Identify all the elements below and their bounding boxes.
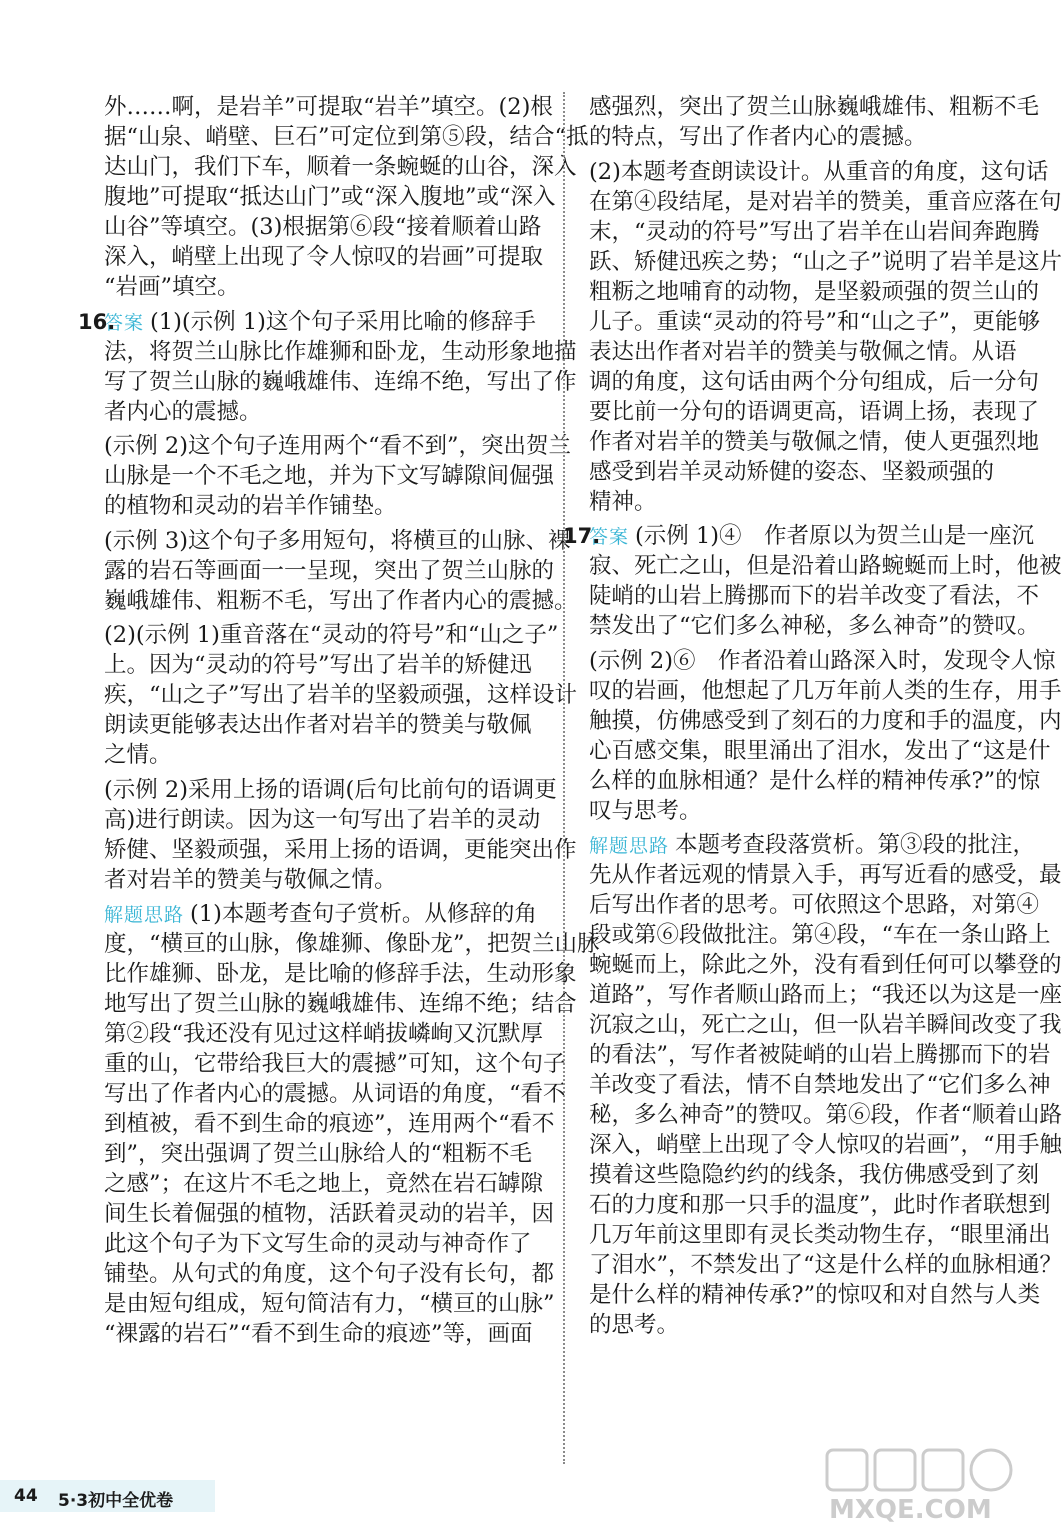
text-line: [104, 1319, 540, 1349]
line-text: 道路”，写作者顺山路而上；“我还以为这是一座: [589, 982, 1062, 1008]
text-line: [104, 122, 589, 152]
line-text: “裸露的岩石”“看不到生命的痕迹”等，画面: [104, 1321, 533, 1347]
line-text: 触摸，仿佛感受到了刻石的力度和手的温度，内: [589, 707, 1062, 734]
line-text: 是由短句组成，短句简洁有力，“横亘的山脉”: [104, 1291, 555, 1317]
line-text: 上。因为“灵动的符号”写出了岩羊的矫健迅: [104, 652, 533, 678]
series-title: 5·3初中全优卷: [58, 1491, 174, 1511]
text-line: [104, 212, 540, 242]
line-text: 间生长着倔强的植物，活跃着灵动的岩羊，因: [104, 1201, 555, 1227]
line-text: 陡峭的山岩上腾挪而下的岩羊改变了看法，不: [589, 583, 1040, 609]
text-line: [104, 710, 540, 740]
page-number: 44: [14, 1486, 38, 1506]
text-line: [104, 367, 577, 397]
line-text: 本题考查段落赏析。第③段的批注，: [675, 832, 1036, 858]
line-text: 么样的血脉相通？是什么样的精神传承?”的惊: [589, 767, 1041, 794]
line-text: 的看法”，写作者被陡峭的山岩上腾挪而下的岩: [589, 1042, 1051, 1068]
line-text: (1)本题考查句子赏析。从修辞的角: [190, 901, 537, 927]
text-line: [589, 860, 1062, 890]
line-text: 作者对岩羊的赞美与敬佩之情，使人更强烈地: [589, 428, 1040, 455]
page-footer: [0, 1480, 215, 1512]
line-text: 几万年前这里即有灵长类动物生存，“眼里涌出: [589, 1222, 1051, 1248]
line-text: 跃、矫健迅疾之势；“山之子”说明了岩羊是这片: [589, 248, 1062, 275]
line-text: 地写出了贺兰山脉的巍峨雄伟、连绵不绝；结合: [104, 991, 577, 1017]
text-line: [104, 740, 540, 770]
line-text: 禁发出了“它们多么神秘，多么神奇”的赞叹。: [589, 613, 1040, 639]
text-line: [589, 1070, 1051, 1100]
column-divider: [563, 92, 565, 1464]
line-text: 的植物和灵动的岩羊作铺垫。: [104, 493, 397, 519]
line-text: 山脉是一个不毛之地，并为下文写罅隙间倔强: [104, 463, 555, 489]
text-line: [104, 1199, 555, 1229]
text-line: [589, 187, 1062, 217]
line-text: 段或第⑥段做批注。第④段，“车在一条山路上: [589, 922, 1051, 948]
question-number: 17.: [563, 524, 601, 548]
text-line: [104, 1049, 566, 1079]
text-line: [589, 427, 1040, 457]
text-line: [589, 766, 1041, 796]
text-line: [104, 1109, 555, 1139]
text-line: [589, 1220, 1051, 1250]
line-text: 法，将贺兰山脉比作雄狮和卧龙，生动形象地描: [104, 338, 577, 365]
line-text: 第②段“我还没有见过这样峭拔嶙峋又沉默厚: [104, 1021, 544, 1047]
text-line: [104, 775, 557, 805]
text-line: [104, 865, 540, 895]
line-text: 了泪水”，不禁发出了“这是什么样的血脉相通？: [589, 1252, 1062, 1278]
text-line: [104, 959, 577, 989]
text-line: [104, 650, 540, 680]
text-line: [104, 431, 572, 461]
text-line: [589, 980, 1062, 1010]
line-text: (2)本题考查朗读设计。从重音的角度，这句话: [589, 158, 1049, 185]
line-text: 调的角度，这句话由两个分句组成，后一分句: [589, 368, 1040, 395]
line-text: 到植被，看不到生命的痕迹”，连用两个“看不: [104, 1111, 555, 1137]
line-text: 粗粝之地哺育的动物，是坚毅顽强的贺兰山的: [589, 278, 1040, 305]
text-line: [104, 337, 577, 367]
text-line: [589, 611, 1040, 641]
line-text: 后写出作者的思考。可依照这个思路，对第④: [589, 892, 1040, 918]
right-column: [563, 92, 1062, 1340]
text-line: [589, 551, 1062, 581]
line-text: 铺垫。从句式的角度，这个句子没有长句，都: [104, 1261, 555, 1287]
text-line: [104, 242, 544, 272]
line-text: 矫健、坚毅顽强，采用上扬的语调，更能突出作: [104, 836, 577, 863]
line-text: 在第④段结尾，是对岩羊的赞美，重音应落在句: [589, 188, 1062, 215]
line-text: 是什么样的精神传承?”的惊叹和对自然与人类: [589, 1282, 1041, 1308]
line-text: 要比前一分句的语调更高，语调上扬，表现了: [589, 398, 1040, 425]
line-text: 巍峨雄伟、粗粝不毛，写出了作者内心的震撼。: [104, 587, 577, 614]
text-line: [104, 929, 600, 959]
text-line: [589, 830, 1036, 860]
line-text: 儿子。重读“灵动的符号”和“山之子”，更能够: [589, 308, 1041, 335]
line-text: 据“山泉、峭壁、巨石”可定位到第⑤段，结合“抵: [104, 124, 589, 150]
line-text: 羊改变了看法，情不自禁地发出了“它们多么神: [589, 1072, 1051, 1098]
text-line: [589, 1250, 1062, 1280]
text-line: [589, 920, 1051, 950]
line-text: 者对岩羊的赞美与敬佩之情。: [104, 866, 397, 893]
text-line: [104, 461, 555, 491]
line-text: 感受到岩羊灵动矫健的姿态、坚毅顽强的: [589, 458, 995, 485]
line-text: 摸着这些隐隐约约的线条，我仿佛感受到了刻: [589, 1162, 1040, 1188]
text-line: [104, 586, 577, 616]
text-line: [104, 556, 555, 586]
text-line: [589, 217, 1040, 247]
text-line: [589, 277, 1040, 307]
text-line: [563, 521, 1035, 551]
text-line: [589, 1130, 1062, 1160]
text-line: [589, 122, 1017, 152]
line-text: 深入，峭壁上出现了令人惊叹的岩画”，“用手触: [589, 1132, 1062, 1158]
text-line: [104, 1019, 544, 1049]
text-line: [104, 1289, 555, 1319]
text-line: [589, 676, 1062, 706]
answer-tag: 解题思路: [589, 835, 670, 857]
answer-tag: 答案: [589, 526, 630, 548]
text-line: [589, 157, 1049, 187]
line-text: 表达出作者对岩羊的赞美与敬佩之情。从语: [589, 338, 1017, 365]
line-text: 腹地”可提取“抵达山门”或“深入腹地”或“深入: [104, 184, 556, 210]
text-line: [104, 620, 559, 650]
text-line: [589, 646, 1056, 676]
line-text: 达山门，我们下车，顺着一条蜿蜒的山谷，深入: [104, 154, 577, 180]
line-text: 的特点，写出了作者内心的震撼。: [589, 124, 927, 150]
text-line: [104, 805, 540, 835]
text-line: [589, 1280, 1041, 1310]
text-line: [589, 1310, 1017, 1340]
text-line: [589, 796, 1017, 826]
text-line: [589, 1010, 1062, 1040]
text-line: [589, 337, 1017, 367]
line-text: 写出了作者内心的震撼。从词语的角度，“看不: [104, 1081, 566, 1107]
line-text: 露的岩石等画面一一呈现，突出了贺兰山脉的: [104, 557, 555, 584]
line-text: 者内心的震撼。: [104, 398, 262, 425]
text-line: [78, 307, 540, 337]
text-line: [589, 487, 1017, 517]
line-text: 感强烈，突出了贺兰山脉巍峨雄伟、粗粝不毛: [589, 94, 1040, 120]
text-line: [589, 706, 1062, 736]
line-text: 度，“横亘的山脉，像雄狮、像卧龙”，把贺兰山脉: [104, 931, 600, 957]
text-line: [589, 1160, 1040, 1190]
text-line: [589, 307, 1041, 337]
line-text: 到”，突出强调了贺兰山脉给人的“粗粝不毛: [104, 1141, 533, 1167]
line-text: 沉寂之山，死亡之山，但一队岩羊瞬间改变了我: [589, 1012, 1062, 1038]
text-line: [104, 1079, 566, 1109]
line-text: 重的山，它带给我巨大的震撼”可知，这个句子: [104, 1051, 566, 1077]
line-text: (示例 2)采用上扬的语调(后句比前句的语调更: [104, 776, 557, 803]
line-text: (1)(示例 1)这个句子采用比喻的修辞手: [150, 308, 536, 335]
line-text: 山谷”等填空。(3)根据第⑥段“接着顺着山路: [104, 214, 542, 240]
text-line: [589, 92, 1040, 122]
text-line: [589, 367, 1040, 397]
text-line: [104, 899, 540, 929]
line-text: (示例 2)这个句子连用两个“看不到”，突出贺兰: [104, 433, 572, 459]
line-text: 疾，“山之子”写出了岩羊的坚毅顽强，这样设计: [104, 682, 578, 708]
line-text: 寂、死亡之山，但是沿着山路蜿蜒而上时，他被: [589, 553, 1062, 579]
text-line: [104, 1169, 544, 1199]
line-text: (示例 2)⑥ 作者沿着山路深入时，发现令人惊: [589, 647, 1056, 674]
answer-tag: 解题思路: [104, 904, 185, 926]
watermark-logo: [821, 1446, 1031, 1526]
answer-tag: 答案: [104, 311, 145, 334]
text-line: [589, 736, 1051, 766]
text-line: [589, 397, 1040, 427]
line-text: 高)进行朗读。因为这一句写出了岩羊的灵动: [104, 806, 541, 833]
line-text: 之感”；在这片不毛之地上，竟然在岩石罅隙: [104, 1171, 544, 1197]
line-text: 比作雄狮、卧龙，是比喻的修辞手法，生动形象: [104, 961, 577, 987]
text-line: [104, 397, 540, 427]
text-line: [589, 581, 1040, 611]
text-line: [104, 272, 540, 302]
line-text: 末，“灵动的符号”写出了岩羊在山岩间奔跑腾: [589, 218, 1040, 245]
text-line: [104, 835, 577, 865]
line-text: (2)(示例 1)重音落在“灵动的符号”和“山之子”: [104, 622, 559, 648]
text-line: [589, 1040, 1051, 1070]
line-text: (示例 1)④ 作者原以为贺兰山是一座沉: [635, 523, 1035, 549]
line-text: 精神。: [589, 488, 657, 515]
line-text: 的思考。: [589, 1312, 680, 1338]
line-text: 石的力度和那一只手的温度”，此时作者联想到: [589, 1192, 1051, 1218]
line-text: 蜿蜒而上，除此之外，没有看到任何可以攀登的: [589, 952, 1062, 978]
text-line: [104, 989, 577, 1019]
line-text: (示例 3)这个句子多用短句，将横亘的山脉、裸: [104, 527, 571, 554]
text-line: [104, 1229, 540, 1259]
text-line: [104, 1259, 555, 1289]
text-line: [589, 1100, 1062, 1130]
text-line: [589, 457, 1017, 487]
text-line: [104, 182, 556, 212]
watermark-text: MXQE.COM: [829, 1495, 992, 1525]
line-text: 写了贺兰山脉的巍峨雄伟、连绵不绝，写出了作: [104, 368, 577, 395]
text-line: [589, 247, 1062, 277]
line-text: 心百感交集，眼里涌出了泪水，发出了“这是什: [589, 737, 1051, 764]
question-number: 16.: [78, 309, 116, 334]
text-line: [104, 92, 553, 122]
text-line: [104, 152, 577, 182]
line-text: 叹的岩画，他想起了几万年前人类的生存，用手: [589, 677, 1062, 704]
text-line: [589, 1190, 1051, 1220]
text-line: [589, 890, 1040, 920]
text-line: [104, 680, 578, 710]
line-text: 之情。: [104, 742, 172, 768]
text-line: [104, 491, 540, 521]
line-text: 朗读更能够表达出作者对岩羊的赞美与敬佩: [104, 712, 532, 738]
line-text: 外……啊，是岩羊”可提取“岩羊”填空。(2)根: [104, 94, 553, 120]
line-text: 秘，多么神奇”的赞叹。第⑥段，作者“顺着山路: [589, 1102, 1062, 1128]
line-text: 深入，峭壁上出现了令人惊叹的岩画”可提取: [104, 244, 544, 270]
text-line: [104, 526, 571, 556]
text-line: [589, 950, 1062, 980]
text-line: [104, 1139, 540, 1169]
line-text: “岩画”填空。: [104, 274, 240, 300]
line-text: 叹与思考。: [589, 797, 702, 824]
line-text: 此这个句子为下文写生命的灵动与神奇作了: [104, 1231, 532, 1257]
line-text: 先从作者远观的情景入手，再写近看的感受，最: [589, 862, 1062, 888]
